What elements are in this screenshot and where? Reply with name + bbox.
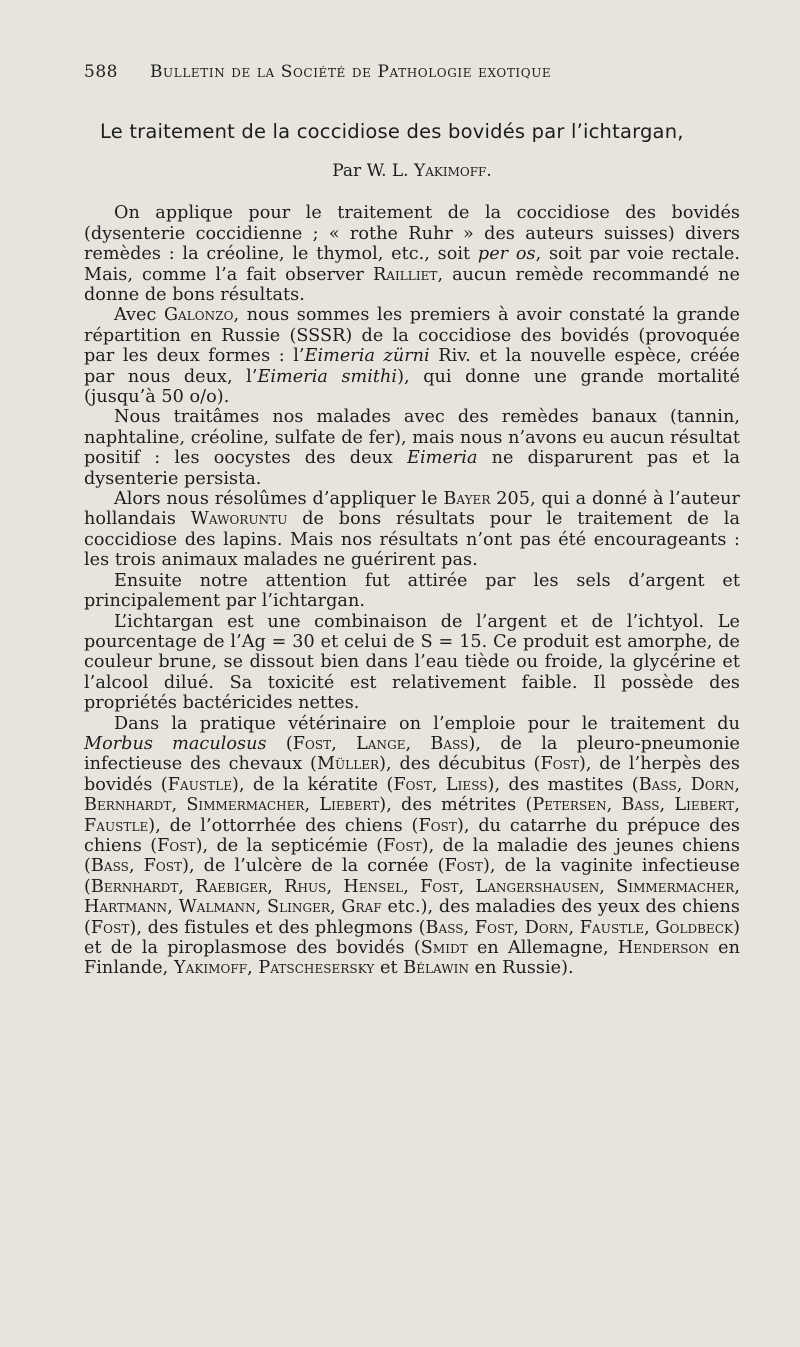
author-citation: Fost: [418, 815, 457, 836]
author-citation: Faustle: [167, 774, 233, 795]
paragraph-3: [84, 407, 740, 489]
species-name: Eimeria: [407, 448, 478, 469]
author-citation: Waworuntu: [190, 509, 288, 530]
text-run: Alors nous résolûmes d’appliquer le: [114, 489, 444, 510]
author-citation: Bélawin: [403, 958, 470, 979]
text-run: ), de l’herpès des bovidés (: [84, 754, 740, 795]
author-citation: Müller: [316, 754, 380, 775]
article-title: Le traitement de la coccidiose des bovidés par l’ichtargan,: [100, 120, 684, 143]
text-run: 205, qui a donné à l’auteur hollandais: [84, 489, 740, 530]
text-run: en Finlande,: [84, 938, 740, 979]
author-citation: Bass, Fost, Dorn, Faustle, Goldbeck: [425, 917, 734, 938]
journal-name: Bulletin de la Société de Pathologie exotique: [149, 62, 552, 82]
author-citation: Henderson: [617, 938, 709, 959]
author-citation: Bass, Fost: [90, 856, 183, 877]
page-number: 588: [84, 62, 118, 82]
author-citation: Fost, Lange, Bass: [292, 733, 469, 754]
text-run: ), de la maladie des jeunes chiens (: [84, 835, 740, 877]
paragraph-7: [84, 714, 740, 979]
species-name: Eimeria zürni: [304, 346, 430, 367]
text-run: (: [266, 733, 293, 754]
author-citation: Bass, Dorn, Bernhardt, Simmermacher, Liebert: [84, 774, 741, 816]
species-name: Eimeria smithi: [257, 366, 398, 387]
product-name: Bayer: [443, 489, 491, 510]
author-citation: Fost: [90, 917, 130, 938]
author-citation: Railliet: [372, 264, 438, 285]
byline: [84, 161, 740, 181]
paragraph-1: [84, 203, 740, 305]
text-run: Nous traitâmes nos malades avec des remèdes banaux (tannin, naphtaline, créoline, sulfate de fer), mais nous n’avons eu aucun résultat positif : les oocystes des deux: [84, 407, 740, 469]
author-citation: Fost: [383, 835, 422, 856]
author-citation: Smidt: [420, 938, 468, 959]
paragraph-6: [84, 612, 740, 714]
text-run: en Allemagne,: [467, 938, 618, 959]
text-run: ) et de la piroplasmose des bovidés (: [84, 917, 740, 959]
text-run: ), du catarrhe du prépuce des chiens (: [84, 815, 740, 856]
text-run: ), de la septicémie (: [195, 835, 384, 856]
disease-name: Morbus maculosus: [84, 733, 267, 754]
text-run: ), des mastites (: [487, 774, 639, 795]
paragraph-4: [84, 489, 740, 571]
italic-term: per os: [477, 244, 536, 265]
text-run: ne disparurent pas et la dysenterie persista.: [84, 448, 740, 489]
text-run: ), des décubitus (: [379, 754, 541, 775]
author-citation: Fost: [444, 856, 483, 877]
author-citation: Fost, Liess: [393, 774, 488, 795]
paragraph-5: [84, 571, 740, 612]
text-run: ), de l’ulcère de la cornée (: [182, 856, 445, 877]
author-citation: Galonzo: [163, 305, 234, 326]
paragraph-2: [84, 305, 740, 407]
author-name: W. L. Yakimoff.: [366, 161, 492, 182]
running-header: [84, 62, 740, 82]
author-citation: Petersen, Bass, Liebert, Faustle: [84, 795, 740, 836]
text-run: ), de la pleuro-pneumonie infectieuse des chevaux (: [84, 733, 741, 775]
author-citation: Fost: [157, 835, 196, 856]
text-run: et: [374, 958, 404, 979]
text-run: , aucun remède recommandé ne donne de bons résultats.: [84, 264, 740, 306]
text-run: ), des métrites (: [379, 795, 533, 816]
text-run: en Russie).: [469, 958, 574, 979]
author-citation: Bernhardt, Raebiger, Rhus, Hensel, Fost, Langershausen, Simmermacher, Hartmann, Walmann, Slinger, Graf: [84, 876, 740, 918]
text-run: L’ichtargan est une combinaison de l’argent et de l’ichtyol. Le pourcentage de l’Ag = 30 et celui de S = 15. Ce produit est amorphe, de couleur brune, se dissout bien dans l’eau tiède ou froide, la glycérine et l’alcool dilué. Sa toxicité est relativement faible. Il possède des propriétés bactéricides nettes.: [84, 611, 740, 714]
byline-prefix: Par: [332, 161, 362, 182]
author-citation: Fost: [540, 754, 579, 775]
text-run: etc.), des maladies des yeux des chiens (: [84, 897, 740, 938]
text-run: Riv. et la nouvelle espèce, créée par nous deux, l’: [84, 346, 740, 387]
text-run: , nous sommes les premiers à avoir constaté la grande répartition en Russie (SSSR) de la coccidiose des bovidés (provoquée par les deux formes : l’: [84, 305, 740, 367]
text-run: ), de l’ottorrhée des chiens (: [148, 815, 419, 836]
text-run: ), de la vaginite infectieuse (: [84, 856, 740, 897]
text-run: ), de la kératite (: [232, 774, 394, 795]
text-run: Ensuite notre attention fut attirée par les sels d’argent et principalement par l’ichtargan.: [84, 570, 740, 612]
text-run: Dans la pratique vétérinaire on l’emploie pour le traitement du: [114, 713, 740, 734]
text-run: Avec: [114, 305, 164, 326]
text-run: On applique pour le traitement de la coccidiose des bovidés (dysenterie coccidienne ; « rothe Ruhr » des auteurs suisses) divers remèdes : la créoline, le thymol, etc., soit: [84, 203, 740, 265]
text-run: ), qui donne une grande mortalité (jusqu’à 50 o/o).: [84, 366, 740, 408]
text-run: , soit par voie rectale. Mais, comme l’a fait observer: [84, 244, 740, 285]
article-body: [84, 203, 740, 978]
text-run: ), des fistules et des phlegmons (: [129, 917, 426, 938]
text-run: de bons résultats pour le traitement de la coccidiose des lapins. Mais nos résultats n’ont pas été encourageants : les trois animaux malades ne guérirent pas.: [84, 509, 740, 571]
author-citation: Yakimoff, Patschesersky: [173, 958, 375, 979]
